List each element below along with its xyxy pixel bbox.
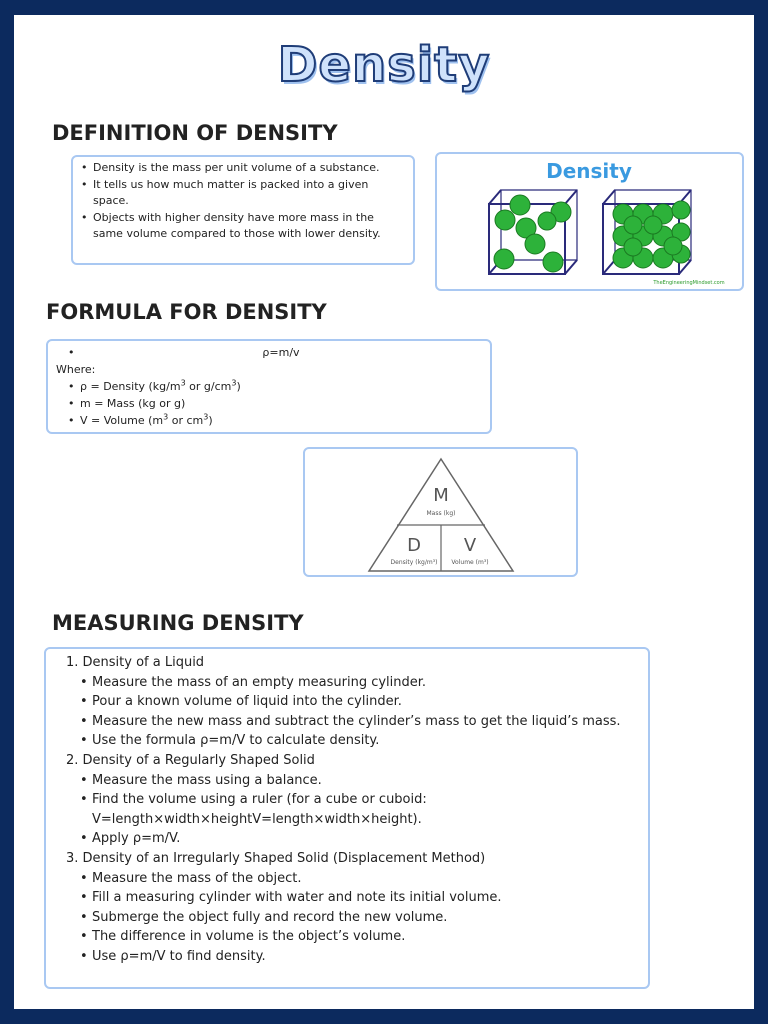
step: • Measure the mass of the object.	[92, 869, 640, 889]
worksheet-page	[14, 15, 754, 1009]
image-credit: TheEngineeringMindset.com	[653, 280, 725, 286]
step: • Use the formula ρ=m/V to calculate density.	[92, 731, 640, 751]
formula-equation: ρ=m/v	[262, 346, 300, 359]
triangle-density-label: Density (kg/m³)	[390, 559, 438, 566]
definition-point: • It tells us how much matter is packed into a given space.	[93, 177, 403, 210]
triangle-m: M	[433, 485, 449, 506]
section-title: 2. Density of a Regularly Shaped Solid	[66, 752, 315, 768]
density-cubes-image	[437, 154, 742, 289]
section-steps	[66, 673, 640, 751]
definition-list	[73, 157, 413, 243]
triangle-mass-label: Mass (kg)	[426, 510, 456, 517]
step: • Fill a measuring cylinder with water and note its initial volume.	[92, 888, 640, 908]
section-regular-solid	[66, 751, 640, 849]
density-illustration	[435, 152, 744, 291]
formula-line	[56, 344, 482, 361]
formula-box	[46, 339, 492, 434]
section-steps	[66, 869, 640, 967]
step: • The difference in volume is the object’s volume.	[92, 927, 640, 947]
mdv-triangle	[305, 449, 576, 575]
step: • Submerge the object fully and record the new volume.	[92, 908, 640, 928]
measuring-box	[44, 647, 650, 989]
variable-density: • ρ = Density ($kg/m^3$ or $g/cm^3$)	[80, 378, 482, 395]
step: • Measure the mass of an empty measuring cylinder.	[92, 673, 640, 693]
triangle-v: V	[463, 535, 477, 556]
image-title: Density	[546, 159, 632, 183]
step: • Pour a known volume of liquid into the cylinder.	[92, 692, 640, 712]
definition-heading: DEFINITION OF DENSITY	[52, 121, 338, 145]
triangle-d: D	[407, 535, 421, 556]
page-title: Density	[277, 37, 491, 93]
formula-variables	[56, 378, 482, 429]
measuring-heading: MEASURING DENSITY	[52, 611, 304, 635]
section-irregular-solid	[66, 849, 640, 967]
definition-box	[71, 155, 415, 265]
step: • Apply ρ=m/V.	[92, 829, 640, 849]
high-density-spheres	[613, 201, 690, 268]
formula-bullet: •	[68, 346, 75, 359]
variable-mass: • m = Mass (kg or g)	[80, 395, 482, 412]
section-title: 1. Density of a Liquid	[66, 655, 205, 670]
formula-triangle-box	[303, 447, 578, 577]
triangle-volume-label: Volume (m³)	[451, 559, 489, 566]
step: • Use ρ=m/V to find density.	[92, 947, 640, 967]
section-liquid	[66, 653, 640, 751]
step: • Find the volume using a ruler (for a cube or cuboid: V=length×width×heightV=length×width×height).	[92, 790, 640, 829]
step: • Measure the new mass and subtract the cylinder’s mass to get the liquid’s mass.	[92, 712, 640, 732]
definition-point: • Objects with higher density have more mass in the same volume compared to those with lower density.	[93, 210, 403, 243]
formula-heading: FORMULA FOR DENSITY	[46, 300, 327, 324]
section-steps	[66, 771, 640, 849]
formula-where: Where:	[56, 363, 96, 376]
definition-point: • Density is the mass per unit volume of a substance.	[93, 160, 403, 177]
step: • Measure the mass using a balance.	[92, 771, 640, 791]
variable-volume: • V = Volume ($m^3$ or $cm^3$)	[80, 412, 482, 429]
section-title: 3. Density of an Irregularly Shaped Solid (Displacement Method)	[66, 850, 486, 866]
